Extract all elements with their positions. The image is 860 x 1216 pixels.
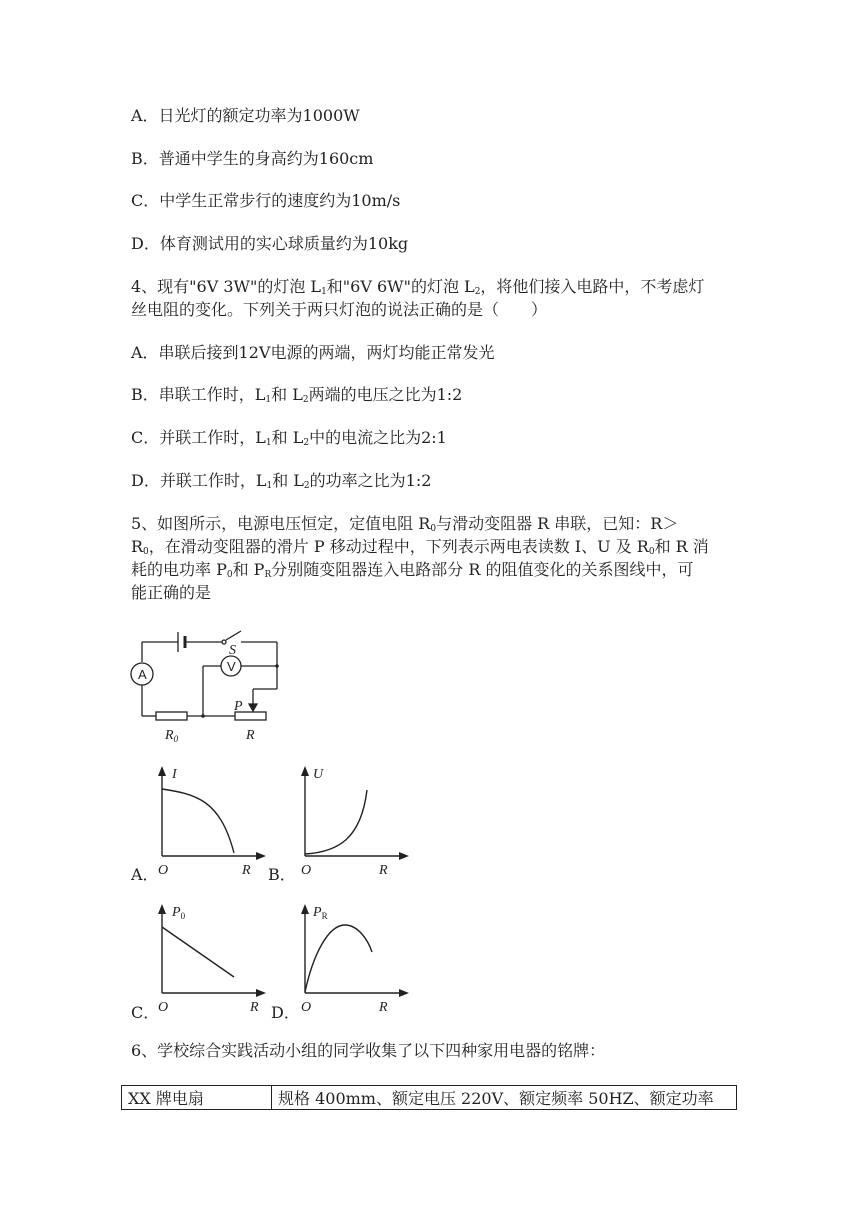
graph-b-ylabel: U	[313, 767, 324, 782]
q3-option-d: D．体育测试用的实心球质量约为10kg	[131, 234, 409, 253]
graph-b-option: B．	[268, 865, 296, 884]
q4-stem-line2: 丝电阻的变化。下列关于两只灯泡的说法正确的是（ ）	[131, 300, 548, 319]
nameplate-product: XX 牌电扇	[122, 1086, 272, 1110]
circuit-diagram	[125, 622, 295, 747]
nameplate-table	[121, 1085, 737, 1110]
graph-a	[150, 764, 270, 879]
graph-a-origin: O	[158, 863, 169, 878]
q3-option-b: B．普通中学生的身高约为160cm	[131, 149, 374, 168]
ammeter-label: A	[138, 667, 147, 682]
graph-c-option: C．	[131, 1003, 160, 1022]
graph-b	[293, 764, 413, 879]
voltmeter-label: V	[227, 659, 236, 674]
graph-a-xlabel: R	[242, 863, 251, 878]
q3-option-c: C．中学生正常步行的速度约为10m/s	[131, 191, 401, 210]
q4-stem-line1: 4、现有"6V 3W"的灯泡 $L_1$和"6V 6W"的灯泡 $L_2$，将他们接入电路中，不考虑灯	[131, 277, 705, 297]
r-label: R	[246, 728, 255, 743]
switch-label: S	[229, 643, 236, 658]
graph-d-ylabel: $P_R$	[313, 905, 328, 921]
graph-c-ylabel: $P_0$	[172, 905, 186, 921]
graph-d	[293, 900, 413, 1018]
q4-option-c: C．并联工作时，$L_1$和 $L_2$中的电流之比为2:1	[131, 428, 447, 448]
graph-d-option: D．	[271, 1003, 300, 1022]
graph-a-option: A．	[131, 865, 159, 884]
graph-a-ylabel: I	[172, 767, 177, 782]
graph-c-xlabel: R	[250, 1000, 259, 1015]
q5-stem-line1: 5、如图所示，电源电压恒定，定值电阻 $R_0$与滑动变阻器 R 串联，已知：R＞	[131, 514, 679, 534]
q5-stem-line4: 能正确的是	[131, 583, 212, 602]
graph-c-origin: O	[158, 1000, 169, 1015]
resistor-r0	[156, 712, 187, 720]
q3-option-a: A．日光灯的额定功率为1000W	[131, 106, 360, 125]
slider-label: P	[234, 699, 243, 714]
q6-stem: 6、学校综合实践活动小组的同学收集了以下四种家用电器的铭牌：	[131, 1041, 606, 1060]
graph-c	[150, 900, 270, 1018]
graph-d-xlabel: R	[379, 1000, 388, 1015]
graph-b-origin: O	[301, 863, 312, 878]
q5-stem-line2: $R_0$，在滑动变阻器的滑片 P 移动过程中，下列表示两电表读数 I、U 及 $R_0$和 R 消	[131, 537, 709, 557]
nameplate-specs: 规格 400mm、额定电压 220V、额定频率 50HZ、额定功率	[272, 1086, 737, 1110]
q4-option-d: D．并联工作时，$L_1$和 $L_2$的功率之比为1:2	[131, 471, 432, 491]
q4-option-a: A．串联后接到12V电源的两端，两灯均能正常发光	[131, 343, 495, 362]
q5-stem-line3: 耗的电功率 $P_0$和 $P_R$分别随变阻器连入电路部分 R 的阻值变化的关系图线中，可	[131, 560, 694, 580]
graph-d-origin: O	[301, 1000, 312, 1015]
table-row	[122, 1086, 737, 1110]
graph-b-xlabel: R	[379, 863, 388, 878]
q4-option-b: B．串联工作时，$L_1$和 $L_2$两端的电压之比为1:2	[131, 385, 463, 405]
r0-label: $R_0$	[165, 728, 179, 744]
